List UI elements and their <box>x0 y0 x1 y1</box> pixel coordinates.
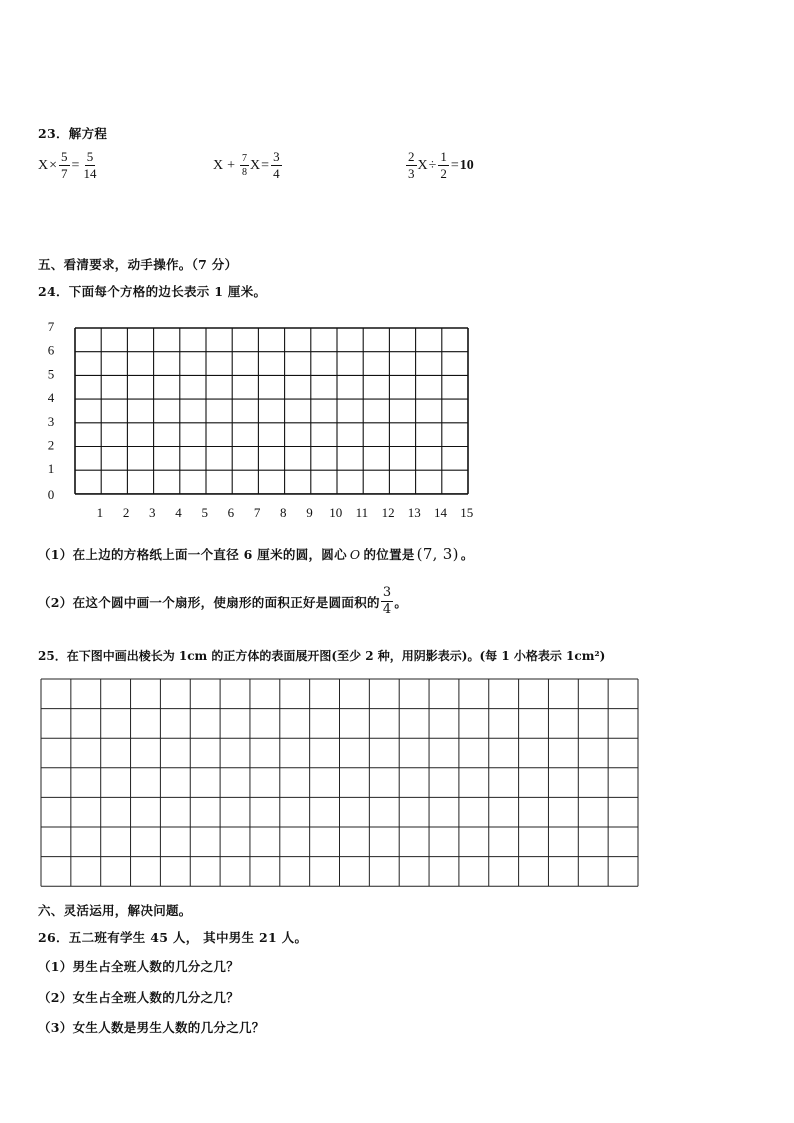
x-axis-label: 2 <box>122 504 130 520</box>
circle-center-coordinate: (7, 3) <box>416 545 459 563</box>
x-axis-label: 10 <box>329 504 343 520</box>
q24-y-axis-labels <box>48 319 55 502</box>
equation-1 <box>38 150 99 181</box>
q24-part1-prefix: （1）在上边的方格纸上面一个直径 6 厘米的圆，圆心 <box>38 547 347 562</box>
q24-part-1 <box>38 545 474 563</box>
eq2-fraction-2: $\frac{3}{4}$ <box>273 149 280 181</box>
x-axis-label: 6 <box>227 504 235 520</box>
q23-title: 23．解方程 <box>38 126 108 141</box>
section-5-title: 五、看清要求，动手操作。（7 分） <box>38 257 238 272</box>
equation-3 <box>405 150 474 181</box>
x-axis-label: 15 <box>460 504 474 520</box>
q25-grid-lines <box>41 679 638 886</box>
q26-part-1: （1）男生占全班人数的几分之几？ <box>38 959 239 974</box>
x-axis-label: 7 <box>253 504 261 520</box>
x-axis-label: 4 <box>175 504 182 520</box>
q24-title: 24．下面每个方格的边长表示 1 厘米。 <box>38 284 267 299</box>
eq3-equals: = <box>450 157 459 173</box>
y-axis-label: 5 <box>47 366 55 382</box>
y-axis-label: 6 <box>47 342 55 358</box>
q24-part1-mid: 的位置是 <box>363 547 415 562</box>
x-axis-label: 1 <box>96 504 104 520</box>
y-axis-label: 2 <box>47 437 55 453</box>
circle-center-symbol: O <box>349 546 361 562</box>
q24-grid-lines <box>75 328 468 494</box>
y-axis-label: 0 <box>47 486 55 502</box>
q26-part-3: （3）女生人数是男生人数的几分之几？ <box>38 1020 265 1035</box>
q24-part-2 <box>38 586 407 617</box>
eq1-fraction-1: $\frac{5}{7}$ <box>61 149 68 181</box>
eq1-fraction-2: $\frac{5}{14}$ <box>83 149 97 181</box>
q26-title: 26．五二班有学生 45 人， 其中男生 21 人。 <box>38 930 308 945</box>
eq2-fraction-1: $\frac{7}{8}$ <box>242 153 248 178</box>
x-axis-label: 5 <box>201 504 208 520</box>
q26-part-2: （2）女生占全班人数的几分之几？ <box>38 990 239 1005</box>
eq2-op: + <box>227 157 236 173</box>
x-axis-label: 12 <box>381 504 395 520</box>
q24-coordinate-grid <box>40 318 490 524</box>
eq3-op: ÷ <box>428 157 437 173</box>
eq2-equals: = <box>261 157 270 173</box>
eq3-var: X <box>417 157 428 173</box>
x-axis-label: 3 <box>149 504 156 520</box>
x-axis-label: 9 <box>306 504 313 520</box>
eq3-fraction-1: $\frac{2}{3}$ <box>408 149 415 181</box>
equation-2 <box>213 150 283 181</box>
eq2-var2: X <box>250 157 261 173</box>
y-axis-label: 1 <box>47 461 55 477</box>
section-6-title: 六、灵活运用，解决问题。 <box>38 903 192 918</box>
q24-part2-suffix: 。 <box>394 594 408 610</box>
eq1-var: X <box>38 157 49 173</box>
eq1-equals: = <box>71 157 80 173</box>
eq2-var: X <box>213 157 224 173</box>
q24-x-axis-labels <box>97 505 474 520</box>
x-axis-label: 11 <box>355 504 369 520</box>
eq3-fraction-2: $\frac{1}{2}$ <box>440 149 447 181</box>
q25-square-grid <box>40 678 640 888</box>
three-quarters-fraction: $\frac{3}{4}$ <box>382 585 392 617</box>
x-axis-label: 8 <box>280 504 287 520</box>
x-axis-label: 13 <box>407 504 421 520</box>
q24-part1-suffix: 。 <box>460 547 474 562</box>
eq1-op: × <box>49 157 58 173</box>
x-axis-label: 14 <box>433 504 447 520</box>
q25-title: 25．在下图中画出棱长为 1cm 的正方体的表面展开图(至少 2 种，用阴影表示)。(每 1 小格表示 1cm²) <box>38 649 606 663</box>
q24-part2-prefix: （2）在这个圆中画一个扇形，使扇形的面积正好是圆面积的 <box>38 594 380 610</box>
eq3-rhs: 10 <box>459 157 474 173</box>
y-axis-label: 3 <box>47 413 55 429</box>
y-axis-label: 4 <box>47 390 55 406</box>
y-axis-label: 7 <box>47 319 55 334</box>
